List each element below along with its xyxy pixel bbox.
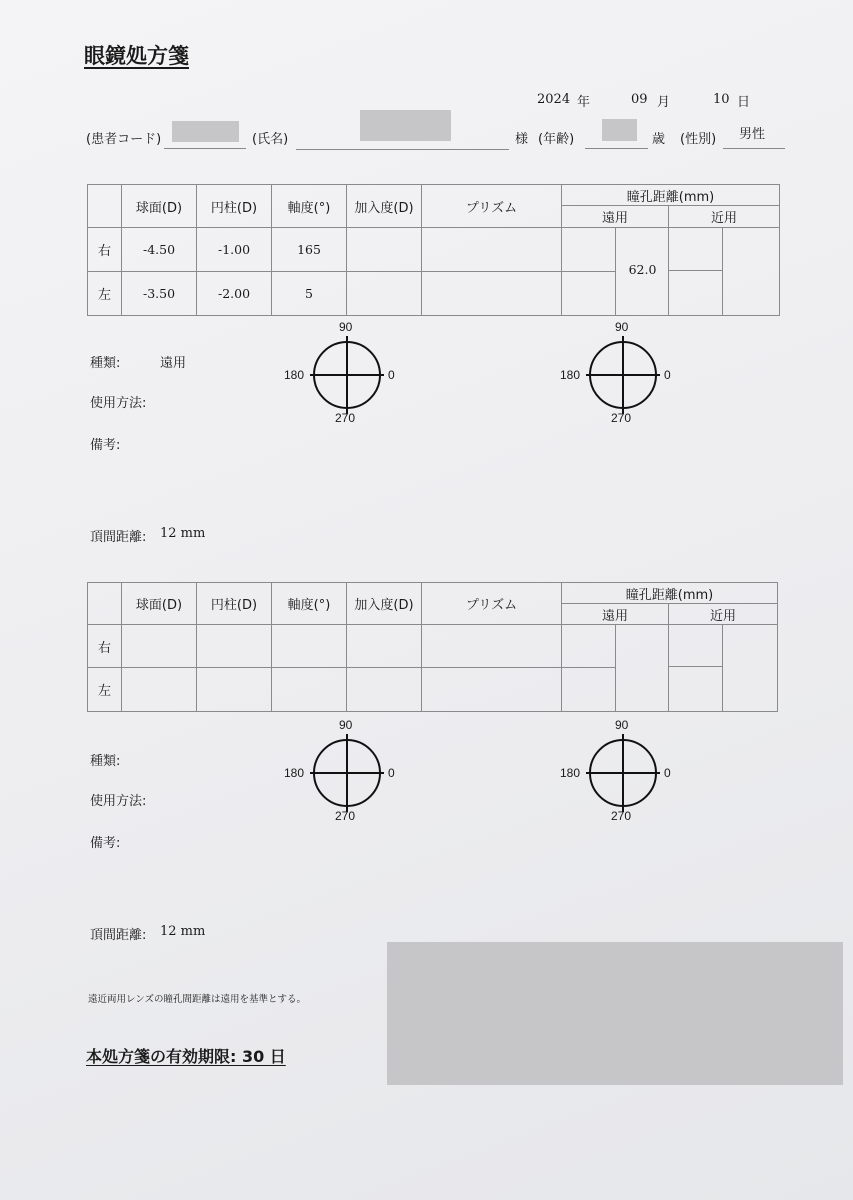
patient-age-underline xyxy=(585,148,648,149)
axis-chart-left-1 xyxy=(560,320,686,426)
usage-label-1: 使用方法: xyxy=(90,396,147,411)
pd-near-cell xyxy=(669,625,778,712)
patient-honorific: 様 xyxy=(515,132,529,147)
axis-90: 90 xyxy=(339,718,353,732)
patient-sex-underline xyxy=(723,148,785,149)
header-near: 近用 xyxy=(669,604,778,625)
type-value-1: 遠用 xyxy=(160,356,187,371)
axis-270: 270 xyxy=(611,809,632,823)
left-axis: 5 xyxy=(272,272,347,316)
right-cylinder xyxy=(197,625,272,668)
axis-chart-right-2 xyxy=(284,718,410,824)
prescription-table-1 xyxy=(87,184,780,316)
axis-90: 90 xyxy=(615,718,629,732)
left-axis xyxy=(272,668,347,712)
footer-note: 遠近両用レンズの瞳孔間距離は遠用を基準とする。 xyxy=(88,994,306,1005)
clinic-stamp-redaction xyxy=(387,942,843,1085)
left-sphere xyxy=(122,668,197,712)
date-day: 10 xyxy=(713,92,730,107)
date-year: 2024 xyxy=(537,92,571,107)
usage-label-2: 使用方法: xyxy=(90,794,147,809)
patient-code-underline xyxy=(164,148,246,149)
axis-90: 90 xyxy=(615,320,629,334)
header-cylinder: 円柱(D) xyxy=(197,583,272,625)
row-label-left: 左 xyxy=(88,272,122,316)
right-cylinder: -1.00 xyxy=(197,228,272,272)
validity-period: 本処方箋の有効期限: 30 日 xyxy=(86,1047,286,1066)
pd-far-value: 62.0 xyxy=(628,262,657,277)
left-add xyxy=(347,668,422,712)
header-prism: プリズム xyxy=(422,185,562,228)
left-cylinder: -2.00 xyxy=(197,272,272,316)
left-sphere: -3.50 xyxy=(122,272,197,316)
axis-180: 180 xyxy=(284,368,305,382)
header-far: 遠用 xyxy=(562,604,669,625)
header-cylinder: 円柱(D) xyxy=(197,185,272,228)
date-month-unit: 月 xyxy=(657,95,671,110)
axis-90: 90 xyxy=(339,320,353,334)
vertex-value-1: 12 mm xyxy=(160,526,206,541)
left-prism xyxy=(422,668,562,712)
patient-name-redaction xyxy=(360,110,451,141)
header-pd: 瞳孔距離(mm) xyxy=(562,185,780,206)
patient-code-label: (患者コード) xyxy=(86,132,162,147)
remarks-label-2: 備考: xyxy=(90,836,121,851)
axis-chart-right-1 xyxy=(284,320,410,426)
row-label-right: 右 xyxy=(88,625,122,668)
pd-near-cell xyxy=(669,228,780,316)
corner-cell xyxy=(88,185,122,228)
axis-0: 0 xyxy=(388,368,395,382)
type-label-1: 種類: xyxy=(90,356,121,371)
date-day-unit: 日 xyxy=(737,95,751,110)
left-cylinder xyxy=(197,668,272,712)
header-add: 加入度(D) xyxy=(347,185,422,228)
header-sphere: 球面(D) xyxy=(122,583,197,625)
axis-chart-left-2 xyxy=(560,718,686,824)
row-label-right: 右 xyxy=(88,228,122,272)
vertex-label-1: 頂間距離: xyxy=(90,530,147,545)
axis-180: 180 xyxy=(560,368,581,382)
right-add xyxy=(347,625,422,668)
left-add xyxy=(347,272,422,316)
axis-270: 270 xyxy=(611,411,632,425)
remarks-label-1: 備考: xyxy=(90,438,121,453)
patient-sex-value: 男性 xyxy=(739,127,766,142)
date-month: 09 xyxy=(631,92,648,107)
date-year-unit: 年 xyxy=(577,95,591,110)
right-axis xyxy=(272,625,347,668)
header-near: 近用 xyxy=(669,206,780,228)
pd-far-cell xyxy=(562,228,669,316)
axis-180: 180 xyxy=(284,766,305,780)
type-label-2: 種類: xyxy=(90,754,121,769)
header-sphere: 球面(D) xyxy=(122,185,197,228)
corner-cell xyxy=(88,583,122,625)
header-prism: プリズム xyxy=(422,583,562,625)
axis-270: 270 xyxy=(335,809,356,823)
patient-age-redaction xyxy=(602,119,637,141)
axis-180: 180 xyxy=(560,766,581,780)
left-prism xyxy=(422,272,562,316)
pd-far-cell xyxy=(562,625,669,712)
header-pd: 瞳孔距離(mm) xyxy=(562,583,778,604)
patient-code-redaction xyxy=(172,121,239,142)
header-far: 遠用 xyxy=(562,206,669,228)
row-label-left: 左 xyxy=(88,668,122,712)
axis-0: 0 xyxy=(664,766,671,780)
header-axis: 軸度(°) xyxy=(272,583,347,625)
page-title: 眼鏡処方箋 xyxy=(84,44,189,68)
header-add: 加入度(D) xyxy=(347,583,422,625)
patient-name-label: (氏名) xyxy=(252,132,289,147)
right-axis: 165 xyxy=(272,228,347,272)
axis-0: 0 xyxy=(388,766,395,780)
prescription-table-2 xyxy=(87,582,778,712)
right-add xyxy=(347,228,422,272)
patient-age-unit: 歳 xyxy=(652,132,666,147)
patient-sex-label: (性別) xyxy=(680,132,717,147)
axis-0: 0 xyxy=(664,368,671,382)
right-prism xyxy=(422,625,562,668)
vertex-label-2: 頂間距離: xyxy=(90,928,147,943)
patient-name-underline xyxy=(296,149,509,150)
right-sphere xyxy=(122,625,197,668)
right-sphere: -4.50 xyxy=(122,228,197,272)
vertex-value-2: 12 mm xyxy=(160,924,206,939)
right-prism xyxy=(422,228,562,272)
patient-age-label: (年齢) xyxy=(538,132,575,147)
header-axis: 軸度(°) xyxy=(272,185,347,228)
axis-270: 270 xyxy=(335,411,356,425)
